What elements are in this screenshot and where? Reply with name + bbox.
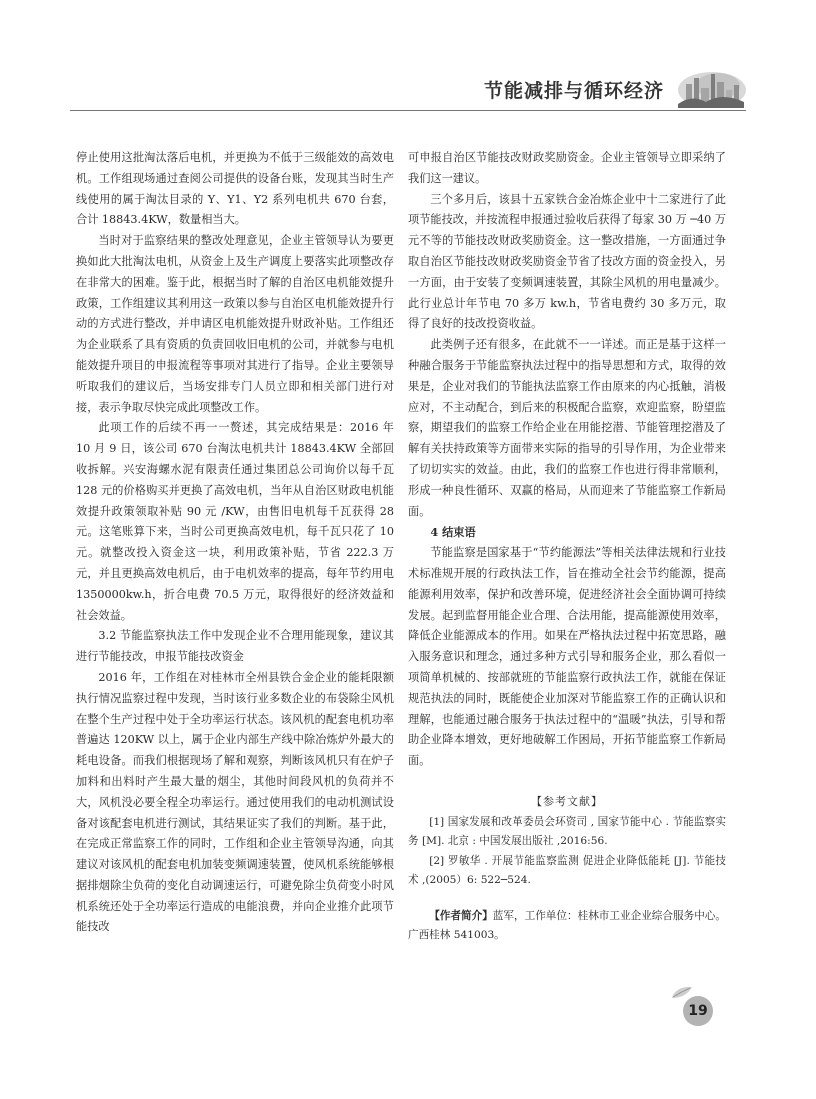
right-column [408,148,726,946]
section-subheading: 3.2 节能监察执法工作中发现企业不合理用能现象，建议其进行节能技改，申报节能技改资金 [76,629,394,664]
reference-item: [1] 国家发展和改革委员会环资司 , 国家节能中心 . 节能监察实务 [M]. 北京 : 中国发展出版社 ,2016:56. [408,815,726,848]
city-skyline-logo-icon [672,64,750,110]
author-bio [408,907,726,946]
paragraph: 节能监察是国家基于“节约能源法”等相关法律法规和行业技术标准规开展的行政执法工作，旨在推动全社会节约能源，提高能源利用效率，保护和改善环境，促进经济社会全面协调可持续发展。起到监督用能企业合理、合法用能，提高能源使用效率，降低企业能源成本的作用。如果在严格执法过程中拓宽思路，融入服务意识和理念，通过多种方式引导和服务企业，那么看似一项简单机械的、按部就班的节能监察行政执法工作，就能在保证规范执法的同时，既能使企业加深对节能监察工作的正确认识和理解，也能通过融合服务于执法过程中的“温暖”执法，引导和帮助企业降本增效，更好地破解工作困局，开拓节能监察工作新局面。 [408,546,726,768]
author-bio-label: 【作者简介】 [429,909,493,922]
section-heading: 4 结束语 [430,525,476,540]
author-bio-text: 蓝军，工作单位：桂林市工业企业综合服务中心。广西桂林 541003。 [408,909,727,942]
paragraph: 2016 年，工作组在对桂林市全州县铁合金企业的能耗限额执行情况监察过程中发现，当时该行业多数企业的布袋除尘风机在整个生产过程中处于全功率运行状态。该风机的配套电机功率普遍达 120KW 以上，属于企业内部生产线中除冶炼炉外最大的耗电设备。而我们根据现场了解和观察，判断该风机只有在炉子加料和出料时产生最大量的烟尘，其他时间段风机的负荷并不大，风机没必要全程全功率运行。通过使用我们的电动机测试设备对该配套电机进行测试，其结果证实了我们的判断。基于此，在完成正常监察工作的同时，工作组和企业主管领导沟通，向其建议对该风机的配套电机加装变频调速装置，使风机系统能够根据排烟除尘负荷的变化自动调速运行，可避免除尘负荷变小时风机系统还处于全功率运行造成的电能浪费，并向企业推介此项节能技改 [76,670,394,934]
references-title: 【参考文献】 [531,794,603,808]
paragraph: 此类例子还有很多，在此就不一一详述。而正是基于这样一种融合服务于节能监察执法过程中的指导思想和方式，取得的效果是，企业对我们的节能执法监察工作由原来的内心抵触，消极应对，不主动配合，到后来的积极配合监察，欢迎监察，盼望监察，期望我们的监察工作给企业在用能挖潜、节能管理挖潜及了解有关扶持政策等方面带来实际的指导的引导作用，为企业带来了切切实实的效益。由此，我们的监察工作也进行得非常顺利，形成一种良性循环、双赢的格局，从而迎来了节能监察工作新局面。 [408,338,726,518]
paragraph: 当时对于监察结果的整改处理意见，企业主管领导认为要更换如此大批淘汰电机，从资金上及生产调度上要落实此项整改存在非常大的困难。鉴于此，根据当时了解的自治区电机能效提升政策，工作组建议其利用这一政策以参与自治区电机能效提升行动的方式进行整改，并申请区电机能效提升财政补贴。工作组还为企业联系了具有资质的负责回收旧电机的公司，并就参与电机能效提升项目的申报流程等事项对其进行了指导。企业主要领导听取我们的建议后，当场安排专门人员立即和相关部门进行对接，表示争取尽快完成此项整改工作。 [76,234,394,414]
page-header [70,66,746,111]
paragraph: 可申报自治区节能技改财政奖励资金。企业主管领导立即采纳了我们这一建议。 [408,151,726,185]
page-number: 19 [683,996,713,1026]
reference-item: [2] 罗敏华 . 开展节能监察监测 促进企业降低能耗 [J]. 节能技术 ,(2005）6: 522─524. [408,854,726,887]
left-column [76,148,394,938]
journal-section-title: 节能减排与循环经济 [483,80,664,102]
paragraph: 停止使用这批淘汰落后电机，并更换为不低于三级能效的高效电机。工作组现场通过查阅公司提供的设备台账，发现其当时生产线使用的属于淘汰目录的 Y、Y1、Y2 系列电机共 670 台套，合计 18843.4KW，数量相当大。 [76,151,394,227]
paragraph: 三个多月后，该县十五家铁合金冶炼企业中十二家进行了此项节能技改，并按流程申报通过验收后获得了每家 30 万 ─40 万元不等的节能技改财政奖励资金。这一整改措施，一方面通过争取自治区节能技改财政奖励资金节省了技改方面的资金投入，另一方面，由于安装了变频调速装置，其除尘风机的用电量减少。此行业总计年节电 70 多万 kw.h，节省电费约 30 多万元，取得了良好的技改投资收益。 [408,192,726,331]
paragraph: 此项工作的后续不再一一赘述，其完成结果是：2016 年 10 月 9 日，该公司 670 台淘汰电机共计 18843.4KW 全部回收拆解。兴安海螺水泥有限责任通过集团总公司询价以每千瓦 128 元的价格购买并更换了高效电机，当年从自治区财政电机能效提升政策领取补贴 90 元 /KW，由售旧电机每千瓦获得 28 元。这笔账算下来，当时公司更换高效电机，每千瓦只花了 10 元。就整改投入资金这一块，利用政策补贴，节省 222.3 万元，并且更换高效电机后，由于电机效率的提高，每年节约用电 1350000kw.h，折合电费 70.5 万元，取得很好的经济效益和社会效益。 [76,421,394,622]
